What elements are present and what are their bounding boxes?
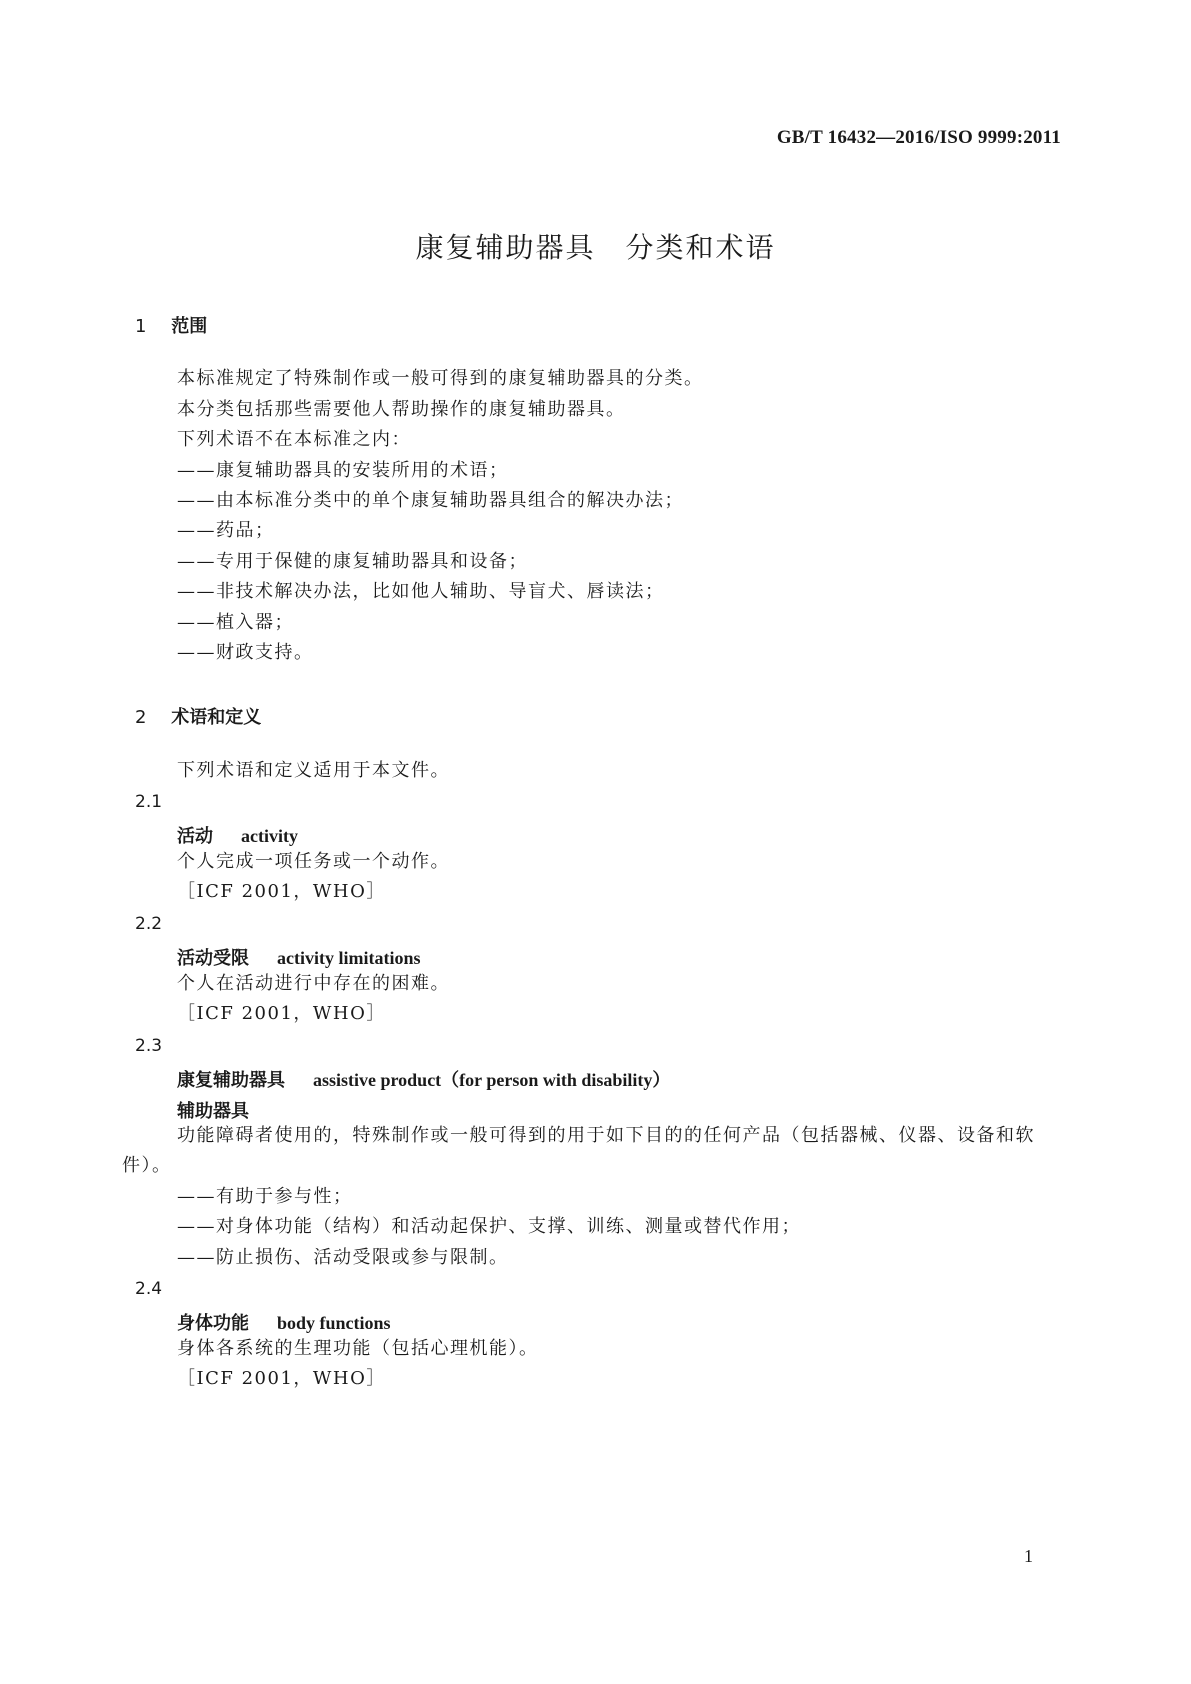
term-source: ［ICF 2001，WHO］ (177, 881, 386, 902)
term-entry (177, 1309, 391, 1335)
section-1-number: 1 (135, 316, 147, 337)
scope-paragraph: 下列术语不在本标准之内： (177, 429, 411, 450)
section-2-number: 2 (135, 707, 147, 728)
document-title: 康复辅助器具 分类和术语 (415, 231, 776, 264)
term-source: ［ICF 2001，WHO］ (177, 1003, 386, 1024)
term-definition: 个人在活动进行中存在的困难。 (177, 973, 450, 994)
section-2-title: 术语和定义 (171, 707, 262, 728)
term-entry (177, 1066, 670, 1092)
scope-paragraph: 本标准规定了特殊制作或一般可得到的康复辅助器具的分类。 (177, 368, 704, 389)
scope-list-item: ——财政支持。 (177, 642, 314, 663)
scope-list-item: ——康复辅助器具的安装所用的术语； (177, 460, 509, 481)
term-definition: 个人完成一项任务或一个动作。 (177, 851, 450, 872)
scope-paragraph: 本分类包括那些需要他人帮助操作的康复辅助器具。 (177, 399, 626, 420)
term-zh: 活动 (177, 826, 213, 847)
term-en: body functions (277, 1313, 391, 1333)
section-2-heading (135, 703, 261, 729)
scope-list-item: ——药品； (177, 520, 275, 541)
scope-list-item: ——由本标准分类中的单个康复辅助器具组合的解决办法； (177, 490, 684, 511)
term-definition: 功能障碍者使用的，特殊制作或一般可得到的用于如下目的的任何产品（包括器械、仪器、设备和软 (177, 1125, 1035, 1146)
terms-intro: 下列术语和定义适用于本文件。 (177, 760, 450, 781)
term-entry (177, 822, 298, 848)
scope-list-item: ——植入器； (177, 612, 294, 633)
alt-term-entry (177, 1097, 249, 1123)
term-en: assistive product（for person with disability） (313, 1070, 671, 1090)
definition-list-item: ——防止损伤、活动受限或参与限制。 (177, 1247, 509, 1268)
alt-term-zh: 辅助器具 (177, 1101, 249, 1122)
scope-list-item: ——非技术解决办法，比如他人辅助、导盲犬、唇读法； (177, 581, 665, 602)
clause-number: 2.4 (135, 1279, 163, 1299)
clause-number: 2.1 (135, 792, 163, 812)
section-1-title: 范围 (171, 316, 208, 337)
term-definition: 身体各系统的生理功能（包括心理机能）。 (177, 1338, 539, 1359)
definition-list-item: ——有助于参与性； (177, 1186, 353, 1207)
scope-list-item: ——专用于保健的康复辅助器具和设备； (177, 551, 528, 572)
standard-code: GB/T 16432—2016/ISO 9999:2011 (776, 127, 1061, 148)
definition-list-item: ——对身体功能（结构）和活动起保护、支撑、训练、测量或替代作用； (177, 1216, 801, 1237)
term-zh: 身体功能 (177, 1313, 249, 1334)
term-en: activity limitations (277, 948, 421, 968)
clause-number: 2.2 (135, 914, 163, 934)
term-zh: 康复辅助器具 (177, 1070, 285, 1091)
term-entry (177, 944, 420, 970)
term-definition-continued: 件）。 (122, 1155, 172, 1176)
term-zh: 活动受限 (177, 948, 249, 969)
term-en: activity (241, 826, 298, 846)
page-number: 1 (1024, 1546, 1033, 1566)
term-source: ［ICF 2001，WHO］ (177, 1368, 386, 1389)
clause-number: 2.3 (135, 1036, 163, 1056)
section-1-heading (135, 312, 207, 338)
